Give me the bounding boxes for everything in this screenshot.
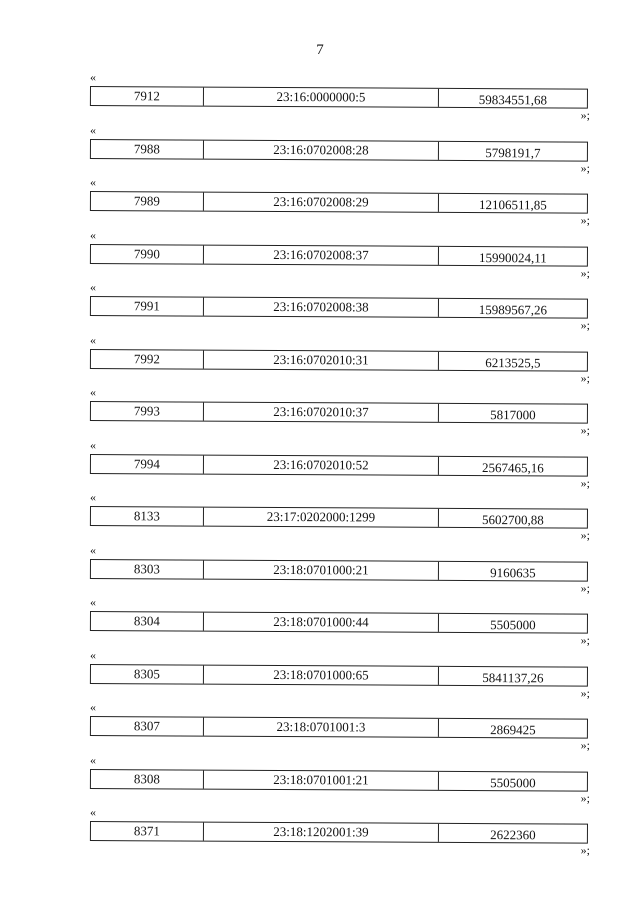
table-entry [86, 595, 596, 648]
open-quote: « [90, 752, 96, 767]
row-cadastral-number: 23:18:0701000:21 [204, 560, 439, 579]
row-id: 8305 [91, 665, 204, 684]
row-value: 12106511,85 [479, 197, 547, 213]
table-row [90, 664, 588, 687]
open-quote: « [90, 70, 96, 84]
row-cadastral-number: 23:16:0000000:5 [204, 88, 439, 107]
row-value: 59834551,68 [478, 92, 548, 108]
row-cadastral-number: 23:18:0701001:3 [204, 718, 439, 737]
table-row [90, 454, 588, 477]
table-row [90, 769, 588, 792]
table-row [90, 611, 588, 634]
row-id: 8133 [91, 507, 204, 526]
row-cadastral-number: 23:18:0701001:21 [204, 770, 439, 789]
table-entry [86, 333, 596, 386]
close-quote: »; [580, 265, 590, 280]
row-value: 15989567,26 [478, 302, 548, 318]
row-id: 8371 [91, 822, 204, 841]
row-cadastral-number: 23:16:0702008:37 [204, 245, 439, 264]
row-id: 7912 [91, 87, 204, 106]
row-cadastral-number: 23:16:0702008:38 [204, 298, 439, 317]
row-id: 7989 [91, 192, 204, 211]
table-entry [86, 700, 596, 753]
row-id: 8307 [91, 717, 204, 736]
row-cadastral-number: 23:17:0202000:1299 [204, 508, 439, 527]
close-quote: »; [580, 685, 590, 700]
row-value: 2567465,16 [482, 459, 544, 475]
row-id: 7988 [91, 140, 204, 159]
row-cadastral-number: 23:18:1202001:39 [204, 823, 439, 842]
open-quote: « [90, 700, 96, 714]
table-entry [86, 280, 596, 333]
close-quote: »; [580, 423, 590, 437]
table-entry [86, 490, 596, 543]
table-entry [86, 175, 596, 228]
table-entry [86, 385, 596, 438]
row-value: 6213525,5 [485, 354, 541, 370]
close-quote: »; [580, 790, 590, 805]
row-value: 2622360 [490, 827, 536, 843]
table-row [90, 716, 588, 739]
close-quote: »; [580, 318, 590, 332]
table-entry [86, 543, 596, 596]
row-value: 5602700,88 [482, 512, 544, 528]
close-quote: »; [580, 370, 590, 385]
row-id: 7990 [91, 245, 204, 264]
row-value: 5817000 [490, 407, 536, 423]
open-quote: « [90, 647, 96, 662]
table-entry [86, 648, 596, 701]
table-entry [86, 753, 596, 806]
table-entry [86, 438, 596, 491]
close-quote: »; [580, 475, 590, 490]
table-entry [86, 70, 596, 123]
close-quote: »; [580, 213, 590, 227]
entries-list [86, 70, 596, 858]
row-id: 7993 [91, 402, 204, 421]
row-id: 8303 [91, 560, 204, 579]
table-row [90, 244, 588, 267]
open-quote: « [90, 805, 96, 819]
row-value: 9160635 [490, 564, 536, 580]
table-entry [86, 805, 596, 858]
table-row [90, 401, 588, 424]
page-number: 7 [316, 42, 324, 58]
open-quote: « [90, 122, 96, 137]
table-entry [86, 228, 596, 281]
close-quote: »; [580, 580, 590, 595]
close-quote: »; [580, 738, 590, 752]
close-quote: »; [580, 633, 590, 647]
table-row [90, 506, 588, 529]
open-quote: « [90, 280, 96, 294]
close-quote: »; [580, 160, 590, 175]
open-quote: « [90, 595, 96, 609]
row-cadastral-number: 23:16:0702008:28 [204, 140, 439, 159]
row-value: 2869425 [490, 722, 536, 738]
row-value: 15990024,11 [479, 249, 547, 265]
row-value: 5798191,7 [485, 144, 541, 160]
row-id: 8304 [91, 612, 204, 631]
table-row [90, 559, 588, 582]
open-quote: « [90, 385, 96, 399]
row-cadastral-number: 23:18:0701000:65 [204, 665, 439, 684]
open-quote: « [90, 227, 96, 242]
close-quote: »; [580, 528, 590, 542]
row-value: 5505000 [490, 774, 536, 790]
open-quote: « [90, 490, 96, 504]
table-row [90, 821, 588, 844]
open-quote: « [90, 332, 96, 347]
row-id: 7991 [91, 297, 204, 316]
row-value: 5505000 [490, 617, 536, 633]
close-quote: »; [580, 843, 590, 857]
row-value: 5841137,26 [482, 669, 544, 685]
close-quote: »; [580, 108, 590, 122]
row-id: 7992 [91, 350, 204, 369]
table-entry [86, 123, 596, 176]
row-id: 8308 [91, 770, 204, 789]
row-id: 7994 [91, 455, 204, 474]
table-row [90, 191, 588, 214]
open-quote: « [90, 175, 96, 189]
row-cadastral-number: 23:16:0702008:29 [204, 193, 439, 212]
row-cadastral-number: 23:16:0702010:31 [204, 350, 439, 369]
table-row [90, 296, 588, 319]
row-cadastral-number: 23:16:0702010:52 [204, 455, 439, 474]
table-row [90, 86, 588, 109]
table-row [90, 349, 588, 372]
row-cadastral-number: 23:16:0702010:37 [204, 403, 439, 422]
open-quote: « [90, 437, 96, 452]
open-quote: « [90, 542, 96, 557]
row-cadastral-number: 23:18:0701000:44 [204, 613, 439, 632]
table-row [90, 139, 588, 162]
